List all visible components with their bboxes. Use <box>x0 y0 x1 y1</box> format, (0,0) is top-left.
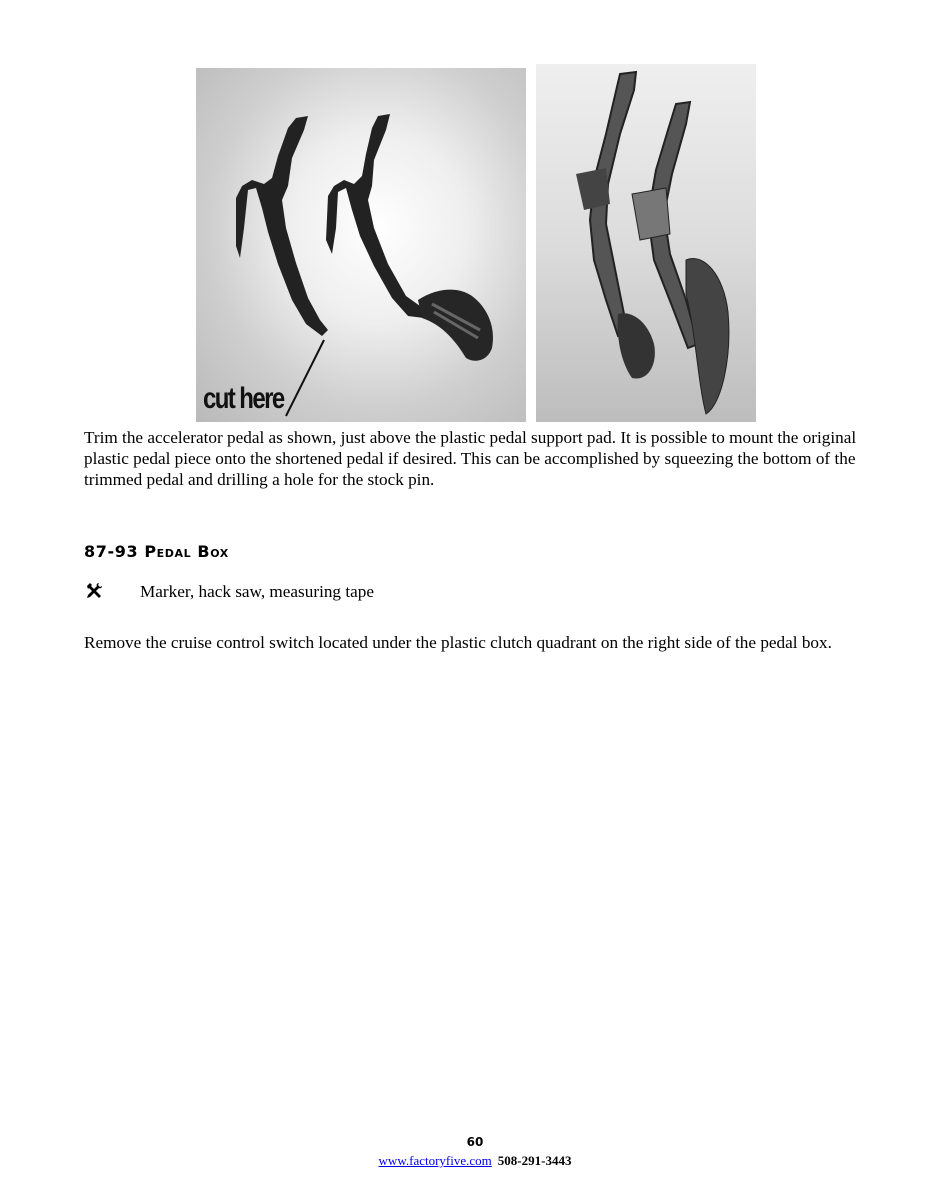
pedal-illustration-right <box>536 64 756 422</box>
page-number: 60 <box>466 1135 484 1149</box>
trim-instructions-paragraph: Trim the accelerator pedal as shown, just above the plastic pedal support pad. It is possible to mount the original plastic pedal piece onto the shortened pedal if desired. This can be accomplished by squeezing the bottom of the trimmed pedal and drilling a hole for the stock pin. <box>84 428 857 489</box>
page-footer <box>0 1153 950 1169</box>
section-heading: 87-93 Pedal Box <box>84 542 229 561</box>
cruise-control-paragraph: Remove the cruise control switch located under the plastic clutch quadrant on the right side of the pedal box. <box>84 633 832 652</box>
tools-list: Marker, hack saw, measuring tape <box>140 582 374 601</box>
cut-here-label: cut here <box>203 382 284 415</box>
tools-icon <box>84 581 104 601</box>
pedal-photo-right <box>536 64 756 422</box>
pedal-photo-left <box>196 68 526 422</box>
pedal-illustration-left <box>196 68 526 422</box>
phone-number: 508-291-3443 <box>497 1153 572 1168</box>
website-link[interactable]: www.factoryfive.com <box>378 1153 492 1168</box>
